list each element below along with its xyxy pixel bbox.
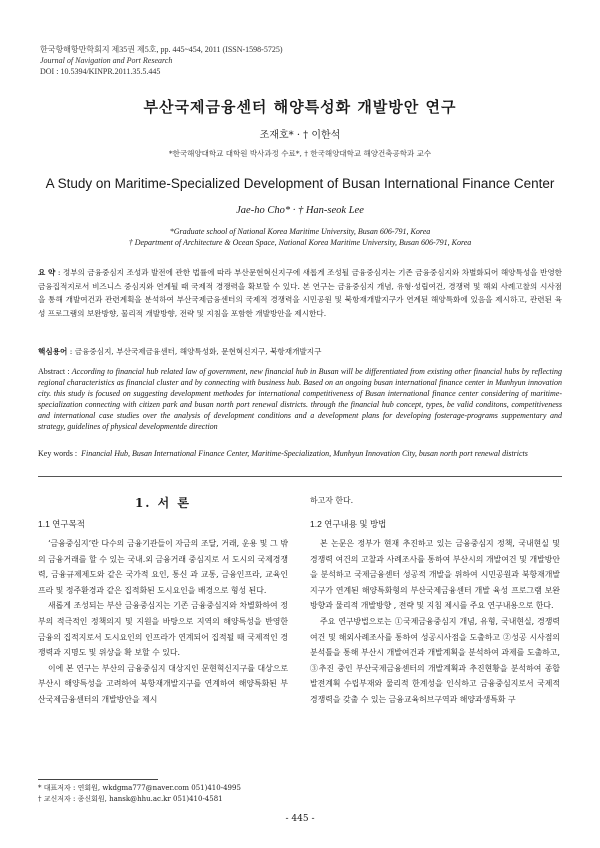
keywords-ko	[38, 346, 562, 357]
authors-ko: 조재호* · † 이한석	[259, 130, 341, 141]
keywords-en-label: Key words :	[38, 449, 78, 458]
subsection-heading-1: 1.1 연구목적	[38, 519, 86, 529]
authors-en: Jae-ho Cho* · † Han-seok Lee	[236, 205, 364, 216]
body-paragraph: 주요 연구방법으로는 ①국제금융중심지 개념, 유형, 국내현실, 경쟁력 여건 및 해외사례조사를 통하여 성공시사점을 도출하고 ②성공 시사점의 분석틀을 통해 부산시 개발여건과 개발계획을 분석하여 과제를 도출하고, ③추진 중인 부산국제금융센터의 개발계획과 추진현황을 분석하여 종합발전계획 수립부재와 물리적 한계성을 인식하고 금융중심지로서 국제적 경쟁력을 갖출 수 있는 금융교육허브구역과 해양과생특화 구	[310, 616, 560, 704]
abstract-divider	[38, 476, 562, 477]
subsection-heading-2: 1.2 연구내용 및 방법	[310, 519, 387, 529]
footnote-contact-author: † 교신저자 : 종신회원, hansk@hhu.ac.kr 051)410-4581	[38, 795, 223, 803]
doi: DOI : 10.5394/KINPR.2011.35.5.445	[40, 67, 161, 76]
affiliation-en	[0, 226, 600, 248]
keywords-en-text: Financial Hub, Busan International Finance Center, Maritime-Specialization, Munhyun Innovation City, busan north port renewal districts	[81, 449, 528, 458]
footnote-corresponding-author: * 대표저자 : 연회원, wkdgma777@naver.com 051)410-4995	[38, 784, 241, 792]
footnotes	[38, 783, 298, 805]
body-column-right-top	[310, 493, 560, 509]
journal-citation: 한국항해항만학회지 제35권 제5호, pp. 445~454, 2011 (ISSN-1598-5725)	[40, 45, 283, 54]
journal-name-en: Journal of Navigation and Port Research	[40, 56, 173, 65]
body-paragraph: 이에 본 연구는 부산의 금융중심지 대상지인 문현혁신지구를 대상으로 부산시 해양특성을 고려하여 북항재개발지구를 연계하여 해양특화된 부산국제금융센터의 개발방안을 제시	[38, 663, 288, 704]
keywords-ko-label: 핵심용어	[38, 347, 68, 356]
abstract-ko-label: 요 약	[38, 268, 56, 277]
body-paragraph: ‘금융중심지’란 다수의 금융기관들이 자금의 조달, 거래, 운용 및 그 밖의 금융거래를 할 수 있는 국내.외 금융거래 중심지로 서 도시의 국제경쟁력, 금융규제제도와 같은 국가적 요인, 통신 과 교통, 금융인프라, 교육인프라 및 정주환경과 같은 집적화된 도시요인을 배경으로 형성 된다.	[38, 539, 288, 595]
keywords-en	[38, 448, 562, 459]
affiliation-en-2: † Department of Architecture & Ocean Space, National Korea Maritime University, Busan 606-791, Korea	[128, 238, 472, 247]
abstract-ko-text: : 정부의 금융중심지 조성과 발전에 관한 법률에 따라 부산문현혁신지구에 새롭게 조성될 금융중심지는 기존 금융중심지와 차별화되어 해양특성을 반영한 금융집적지로서 비즈니스 중심지와 연계될 때 국제적 경쟁력을 확보할 수 있다. 본 연구는 금융중심지 개념, 유형·성립여건, 경쟁력 및 해외 사례고찰의 시사점을 통해 개발여건과 관련계획을 분석하여 부산국제금융센터의 국제적 경쟁력을 시민공원 및 북항재개발지구가 연계된 해양특화에 있음을 제시하고, 관련된 육성 프로그램의 보완방향, 물리적 개발방향, 전략 및 지침을 포함한 개발방안을 제시한다.	[38, 268, 562, 318]
page-number: - 445 -	[285, 814, 315, 824]
body-paragraph-continued: 하고자 한다.	[310, 496, 354, 505]
body-paragraph: 새롭게 조성되는 부산 금융중심지는 기존 금융중심지와 차별화하여 정부의 적극적인 정책의지 및 지원을 바탕으로 지역의 해양특성을 반영한 금융의 집적지로서 도시요인의 인프라가 연계되어 집적될 때 국제적인 경쟁력과 지명도 및 위상을 확 보할 수 있다.	[38, 601, 288, 658]
footnote-divider	[38, 779, 158, 780]
affiliation-ko: *한국해양대학교 대학원 박사과정 수료*, † 한국해양대학교 해양건축공학과 교수	[168, 149, 432, 158]
body-column-left	[38, 536, 288, 708]
paper-title-ko: 부산국제금융센터 해양특성화 개발방안 연구	[143, 98, 457, 116]
abstract-ko	[38, 266, 562, 320]
body-paragraph: 본 논문은 정부가 현재 추진하고 있는 금융중심지 정책, 국내현실 및 경쟁력 여건의 고찰과 사례조사를 통하여 부산시의 개발여건 및 개발방안을 분석하고 국제금융센터 성공적 개발을 위하여 시민공원과 북항재개발지구가 연계된 해양특화형의 부산국제금융센터 개발 육성 프로그램 보완방향과 물리적 개발방향 , 전략 및 지침 제시를 주요 연구내용으로 한다.	[310, 539, 560, 611]
abstract-en	[38, 366, 562, 432]
body-column-right	[310, 536, 560, 708]
keywords-ko-text: : 금융중심지, 부산국제금융센터, 해양특성화, 문현혁신지구, 북항재개발지구	[67, 347, 322, 356]
paper-title-en: A Study on Maritime-Specialized Development of Busan International Finance Center	[45, 176, 555, 191]
abstract-en-text: According to financial hub related law of government, new financial hub in Busan will be differentiated from existing other financial hubs by reflecting regional characteristics as financial cluster and by connecting with business hub. Based on an ongoing busan international finance center in Munhyun innovation city. this study is focused on suggesting development methodes for international competitiveness of Busan international finance center considering of maritime-specialization connecting with citizen park and busan north port renewal districts. through the financial hub concept, types, be valid conditons, competitiveness and international case studies over the analysis of development conditions and a development plans for developing fosterage-programs suppementary and strategy, guidelines of physical developmentde direction	[38, 367, 563, 431]
section-title: 1. 서 론	[134, 496, 192, 510]
journal-header	[40, 44, 283, 77]
abstract-en-label: Abstract :	[38, 367, 70, 376]
affiliation-en-1: *Graduate school of National Korea Maritime University, Busan 606-791, Korea	[169, 227, 431, 236]
